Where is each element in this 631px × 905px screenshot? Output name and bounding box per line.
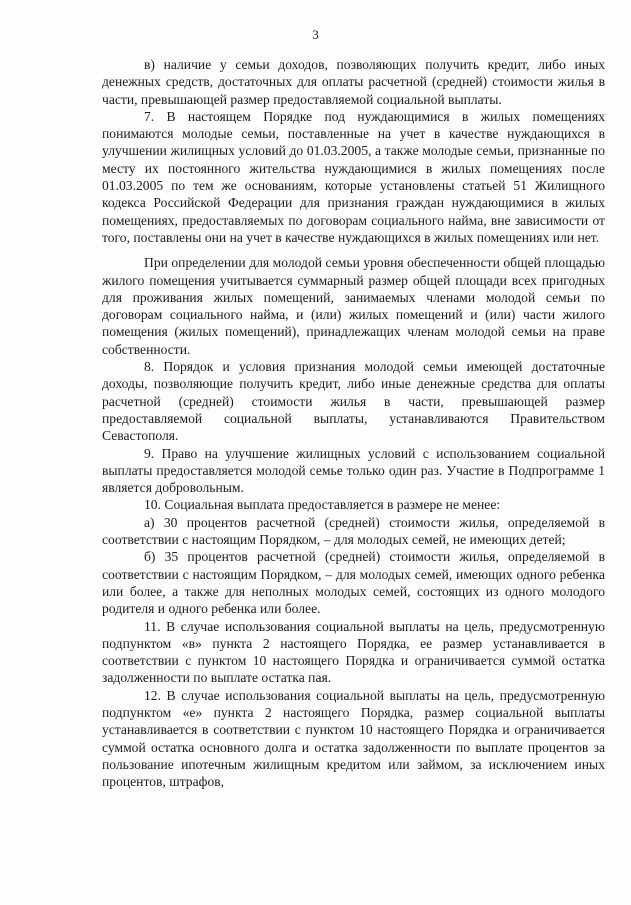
paragraph-point-12: 12. В случае использования социальной выплаты на цель, предусмотренную подпунктом «е» пункта 2 настоящего Порядка, размер социальной выплаты устанавливается в соответствии с пунктом 10 настоящего Порядка и ограничивается суммой остатка основного долга и остатка задолженности по выплате процентов за пользование ипотечным жилищным кредитом или займом, за исключением иных процентов, штрафов, [102, 687, 605, 790]
page-number: 3 [312, 27, 319, 42]
document-body [102, 56, 605, 790]
paragraph-point-9: 9. Право на улучшение жилищных условий с использованием социальной выплаты предоставляется молодой семье только один раз. Участие в Подпрограмме 1 является добровольным. [102, 445, 605, 496]
paragraph-point-7: 7. В настоящем Порядке под нуждающимися в жилых помещениях понимаются молодые семьи, поставленные на учет в качестве нуждающихся в улучшении жилищных условий до 01.03.2005, а также молодые семьи, признанные по месту их постоянного жительства нуждающимися в жилых помещениях после 01.03.2005 по тем же основаниям, которые установлены статьей 51 Жилищного кодекса Российской Федерации для признания граждан нуждающимися в жилых помещениях, предоставляемых по договорам социального найма, вне зависимости от того, поставлены они на учет в качестве нуждающихся в жилых помещениях или нет. [102, 108, 605, 245]
paragraph-point-8: 8. Порядок и условия признания молодой семьи имеющей достаточные доходы, позволяющие получить кредит, либо иные денежные средства для оплаты расчетной (средней) стоимости жилья в части, превышающей размер предоставляемой социальной выплаты, устанавливаются Правительством Севастополя. [102, 359, 605, 444]
paragraph-item-v: в) наличие у семьи доходов, позволяющих получить кредит, либо иных денежных средств, достаточных для оплаты расчетной (средней) стоимости жилья в части, превышающей размер предоставляемой социальной выплаты. [102, 57, 605, 107]
paragraph-item-a: а) 30 процентов расчетной (средней) стоимости жилья, определяемой в соответствии с настоящим Порядком, – для молодых семей, не имеющих детей; [102, 514, 605, 548]
paragraph-point-10: 10. Социальная выплата предоставляется в размере не менее: [144, 497, 501, 513]
paragraph-area-determination: При определении для молодой семьи уровня обеспеченности общей площадью жилого помещения учитывается суммарный размер общей площади всех пригодных для проживания жилых помещений, занимаемых членами молодой семьи по договорам социального найма, и (или) жилых помещений и (или) части жилого помещения (жилых помещений), принадлежащих членам молодой семьи на праве собственности. [102, 255, 605, 357]
paragraph-point-11: 11. В случае использования социальной выплаты на цель, предусмотренную подпунктом «в» пункта 2 настоящего Порядка, ее размер устанавливается в соответствии с пунктом 10 настоящего Порядка и ограничивается суммой остатка задолженности по выплате остатка пая. [102, 618, 605, 686]
paragraph-item-b: б) 35 процентов расчетной (средней) стоимости жилья, определяемой в соответствии с настоящим Порядком, – для молодых семей, имеющих одного ребенка или более, а также для неполных молодых семей, состоящих из одного молодого родителя и одного ребенка или более. [102, 549, 605, 617]
